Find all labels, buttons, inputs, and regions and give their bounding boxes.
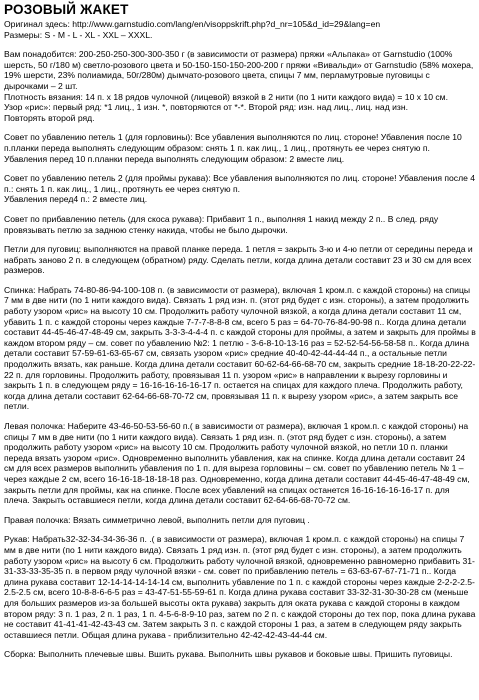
sleeve-increase-tip: Совет по прибавлению петель (для скоса рукава): Прибавит 1 п., выполняя 1 накид между 2 п.. В след. ряду провязывать петлю за заднюю стенку накида, чтобы не было дырочки. — [4, 213, 439, 235]
document-title: РОЗОВЫЙ ЖАКЕТ — [4, 2, 129, 17]
buttonholes-paragraph: Петли для пуговиц: выполняются на правой планке переда. 1 петля = закрыть 3-ю и 4-ю петли от середины переда и набрать заново 2 п. в следующем (обратном) ряду. Сделать петли, когда длина детали составит 23 и 30 см для всех размеров. — [4, 244, 473, 276]
sleeve-paragraph: Рукав: Набрать32-32-34-34-36-36 п. .( в зависимости от размера), включая 1 кром.п. с каждой стороны) на спицы 7 мм в две нити (по 1 нити каждого вида). Связать 1 ряд изн. п. (этот ряд будет с изн. стороны), а затем продолжить работу узором «рис» на высоту 6 см. Продолжить работу чулочной вязкой, одновременно равномерно прибавить 31-31-33-33-35-35 п. в первом ряду чулочной вязки - см. совет по прибавлению петель = 63-63-67-67-71-71 п.. Когда длина рукава составит 12-14-14-14-14-14 см, выполнить убавление по 1 п. с каждой стороны через каждые 2-2-2-2.5-2.5-2.5 см, всего 10-8-8-6-6-5 раз = 43-47-51-55-59-61 п. Когда длина рукава составит 33-32-31-30-30-28 см (меньше для больших размеров из-за большей высоты окта рукава) закрыть для оката рукава с каждой стороны в каждом втором ряду: 3 п. 1 раз, 2 п. 1 раз, 1 п. 4-5-6-8-9-10 раз, затем по 2 п. с каждой стороны до тех пор, пока длина рукава не составит 41-41-41-42-43-43 см. Затем закрыть 3 п. с каждой стороны 1 раз, а затем в следующем ряду закрыть оставшиеся петли. Общая длина рукава - приблизительно 42-42-42-43-44-44 см. — [4, 534, 476, 640]
source-line: Оригинал здесь: http://www.garnstudio.com/lang/en/visoppskrift.php?d_nr=105&d_id=29&lang=en — [4, 19, 381, 29]
neckline-decrease-tip: Совет по убавлению петель 1 (для горловины): Все убавления выполняются по лиц. стороне! Убавления после 10 п.планки переда выполнять следующим образом: снять 1 п. как лиц., 1 лиц., протянуть ее через снятую п. Убавления перед 10 п.планки переда выполнять следующим образом: 2 вместе лиц. — [4, 132, 462, 164]
header-block — [4, 19, 476, 40]
armhole-decrease-tip: Совет по убавлению петель 2 (для проймы рукава): Все убавления выполняются по лиц. стороне! Убавления после 4 п.: снять 1 п. как лиц., 1 лиц., протянуть ее через снятую п. Убавления перед4 п.: 2 вместе лиц. — [4, 173, 476, 205]
right-front-paragraph: Правая полочка: Вязать симметрично левой, выполнить петли для пуговиц . — [4, 514, 310, 525]
back-paragraph: Спинка: Набрать 74-80-86-94-100-108 п. (в зависимости от размера), включая 1 кром.п. с каждой стороны) на спицы 7 мм в две нити (по 1 нити каждого вида). Связать 1 ряд изн. п. (этот ряд будет с изн. стороны), а затем продолжить работу узором «рис» на высоту 10 см. Продолжить работу чулочной вязкой, а когда длина детали составит 11 см, убавить 1 п. с каждой стороны через каждые 7-7-7-8-8-8 см, всего 5 раз = 64-70-76-84-90-98 п.. Когда длина детали составит 44-45-46-47-48-49 см, закрыть 3-3-3-4-4-4 п. с каждой стороны для проймы, а затем и закрыть для проймы в каждом втором ряду – см. совет по убавлению №2: 1 петлю - 3-6-8-10-13-16 раз = 52-52-54-56-58-58 п.. Когда длина детали составит 57-59-61-63-65-67 см, связать узором «рис» средние 40-40-42-44-44-44 п., а остальные петли продолжить вязать, как раньше. Когда длина детали составит 60-62-64-66-68-70 см, закрыть средние 18-18-20-22-22-22 п. для горловины. Продолжить работу, провязывая 11 п. узором «рис» в направлении к вырезу горловины и закрыть 1 п. в следующем ряду = 16-16-16-16-16-17 п. остается на спицах для каждого плеча. Продолжить работу, когда длина детали составит 62-64-66-68-70-72 см, провязывая 11 п. к вырезу узором «рис», а затем закрыть все петли. — [4, 284, 476, 412]
assembly-paragraph: Сборка: Выполнить плечевые швы. Вшить рукава. Выполнить швы рукавов и боковые швы. Пришить пуговицы. — [4, 649, 453, 660]
sizes-line: Размеры: S - M - L - XL - XXL – XXXL. — [4, 29, 153, 40]
materials-paragraph: Вам понадобится: 200-250-250-300-300-350 г (в зависимости от размера) пряжи «Альпака» от Garnstudio (100% шерсть, 50 г/180 м) светло-розового цвета и 50-150-150-150-200-200 г пряжи «Вивальди» от Garnstudio (58% мохера, 19% шерсти, 23% полиамида, 50г/280м) дымчато-розового цвета, спицы 7 мм, перламутровые пуговицы с дырочками – 2 шт. Плотность вязания: 14 п. x 18 рядов чулочной (лицевой) вязкой в 2 нити (по 1 нити каждого вида) = 10 x 10 см. Узор «рис»: первый ряд: *1 лиц., 1 изн. *, повторяются от *-*. Второй ряд: изн. над лиц., лиц. над изн. Повторять второй ряд. — [4, 49, 474, 123]
left-front-paragraph: Левая полочка: Наберите 43-46-50-53-56-60 п.( в зависимости от размера), включая 1 кром.п. с каждой стороны) на спицы 7 мм в две нити (по 1 нити каждого вида). Связать 1 ряд изн. п. (этот ряд будет с изн. стороны), а затем продолжить работу узором «рис» на высоту 10 см. Продолжить работу чулочной вязкой, но петли 10 п. планки переда вязать узором «рис». Одновременно выполнить убавления, как на спинке. Когда длина детали составит 24 см для всех размеров выполнить убавления по 1 п. для выреза горловины – см. совет по убавлению петель № 1 – через каждые 2 см, всего 16-16-18-18-18-18 раз. Одновременно, когда длина детали составит 44-45-46-47-48-49 см, закрыть петли для проймы, как на спинке. После всех убавлений на спицах останется 16-16-16-16-16-17 п. для плеча. Закрыть оставшиеся петли, когда длина детали составит 62-64-66-68-70-72 см. — [4, 421, 470, 506]
